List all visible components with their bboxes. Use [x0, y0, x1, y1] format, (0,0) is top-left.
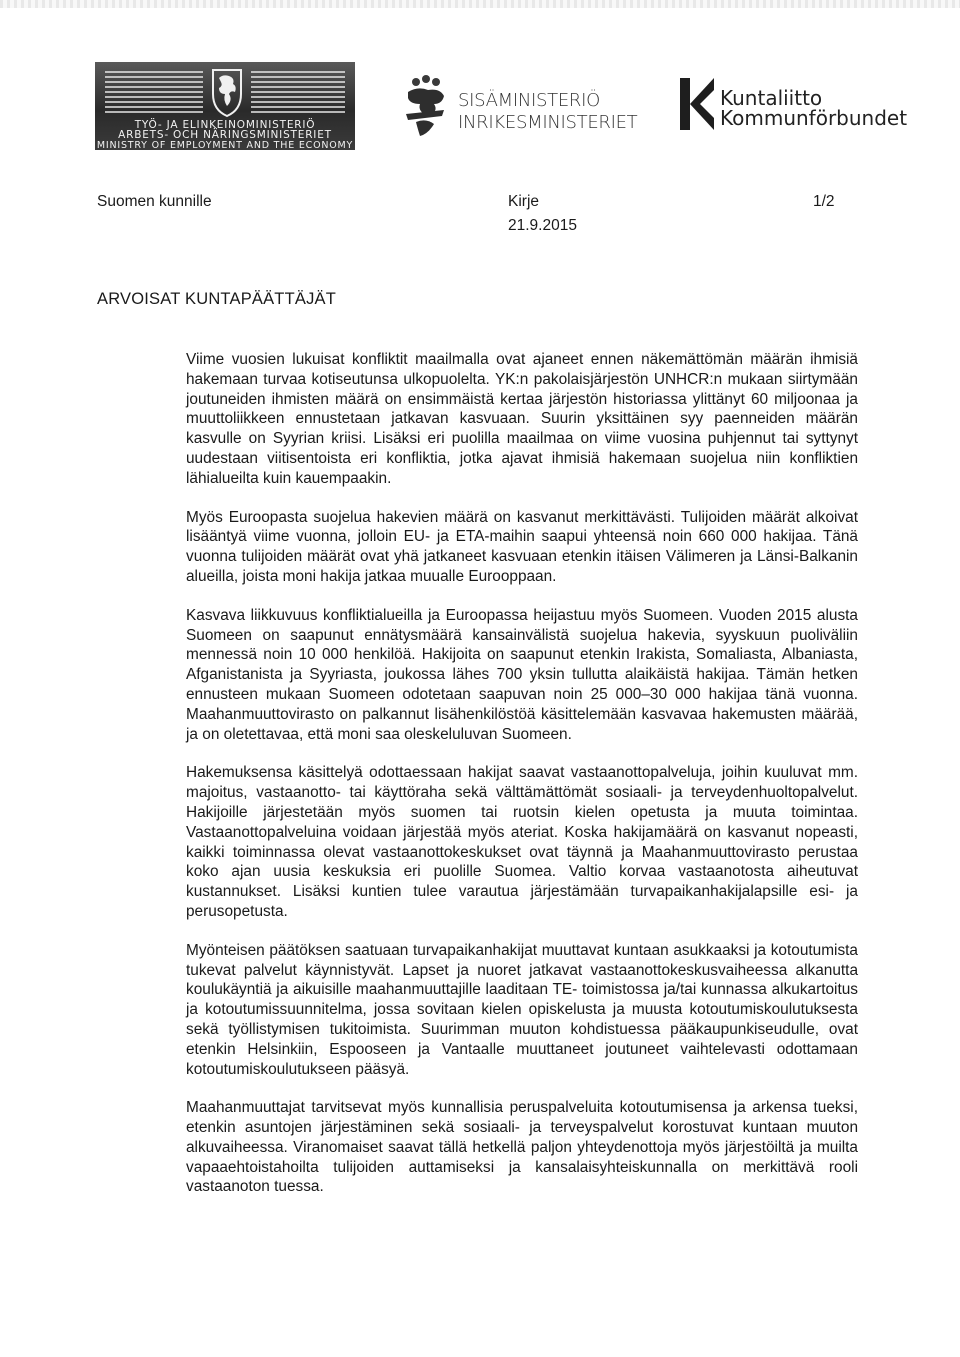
kuntaliitto-logo [676, 76, 936, 136]
recipient: Suomen kunnille [97, 193, 212, 210]
salutation: ARVOISAT KUNTAPÄÄTTÄJÄT [97, 290, 337, 308]
sisaministerio-logo [398, 74, 648, 144]
scan-edge [0, 0, 960, 8]
tem-logo [95, 62, 355, 150]
letter-body [186, 350, 858, 1216]
paragraph: Viime vuosien lukuisat konfliktit maailmalla ovat ajaneet ennen näkemättömän määrän ihmisiä hakemaan turvaa kotiseutunsa ulkopuolelta. YK:n pakolaisjärjestön UNHCR:n mukaan siirtymään joutuneiden ihmisten määrä on ensimmäistä kertaa järjestön historiassa ylittänyt 60 miljoonaa ja muuttoliikkeen ennustetaan jatkavan kasvuaan. Suurin yksittäinen syy paenneiden määrän kasvulle on Syyrian kriisi. Lisäksi eri puolilla maailmaa on viime vuosina puhjennut tai syttynyt uudestaan viitisentoista eri konfliktia, jotka ajavat ihmisiä hakemaan suojelua niin konfliktien lähialueilta kuin kauempaakin. [186, 351, 858, 487]
sm-name-fi: SISÄMINISTERIÖ [458, 90, 600, 111]
sm-name-sv: INRIKESMINISTERIET [458, 112, 638, 133]
paragraph: Myönteisen päätöksen saatuaan turvapaikanhakijat muuttavat kuntaan asukkaaksi ja kotoutumista tukevat palvelut käynnistyvät. Lapset ja nuoret jatkavat vastaanottokeskusvaiheessa alkanutta koulukäyntiä ja aikuisille maahanmuuttajille laaditaan TE- toimistossa ja/tai kunnassa alkukartoitus ja kotoutumissuunnitelma, jossa sovitaan kielen opiskelusta ja muusta kotoutumiskoulutuksesta sekä työllistymisen tukitoimista. Suurimman muuton kohdistuessa pääkaupunkiseudulle, ovat etenkin Helsinkiin, Espooseen ja Vantaalle muuttaneet joutuneet vaihtelevasti odottamaan kotoutumiskoulutukseen pääsyä. [186, 941, 858, 1078]
lion-emblem-icon [207, 64, 247, 118]
kuntaliitto-name-sv: Kommunförbundet [720, 106, 908, 130]
page-number: 1/2 [813, 193, 835, 210]
document-date: 21.9.2015 [508, 217, 577, 234]
paragraph: Kasvava liikkuvuus konfliktialueilla ja Euroopassa heijastuu myös Suomeen. Vuoden 2015 alusta Suomeen on saapunut ennätysmäärä kansainvälistä suojelua hakevia, syyskuun puoliväliin mennessä noin 10 000 henkilöä. Hakijoita on saapunut etenkin Irakista, Somaliasta, Albaniasta, Afganistanista ja Syyriasta, joukossa lähes 700 yksin tullutta alaikäistä hakijaa. Tämän hetken ennusteen mukaan Suomeen odotetaan saapuvan noin 25 000–30 000 hakijaa tänä vuonna. Maahanmuuttovirasto on palkannut lisähenkilöstöä käsittelemään kasvavaa hakemusten määrää, ja on oletettavaa, että moni saa oleskeluluvan Suomeen. [186, 606, 858, 743]
document-type: Kirje [508, 193, 540, 210]
paragraph: Hakemuksensa käsittelyä odottaessaan hakijat saavat vastaanottopalveluja, joihin kuuluvat mm. majoitus, vastaanotto- tai käyttöraha sekä välttämättömät sosiaali- ja terveydenhuoltopalvelut. Hakijoille järjestetään myös suomen tai ruotsin kielen opetusta ja muuta toimintaa. Vastaanottopalveluina voidaan järjestää myös ateriat. Koska hakijamäärä on kasvanut nopeasti, kaikki toiminnassa olevat vastaanottokeskukset ovat täynnä ja Maahanmuuttovirasto perustaa koko ajan uusia keskuksia eri puolille Suomea. Valtio korvaa vastaanotosta aiheutuvat kustannukset. Lisäksi kuntien tulee varautua järjestämään turvapaikanhakijalapsille esi- ja perusopetusta. [186, 764, 858, 920]
lion-crest-icon [398, 74, 454, 140]
paragraph: Myös Euroopasta suojelua hakevien määrä on kasvanut merkittävästi. Tulijoiden määrät alkoivat lisääntyä viime vuonna, jolloin EU- ja ETA-maihin saapui yhteensä noin 660 000 hakijaa. Tänä vuonna tulijoiden määrät ovat yhä jatkaneet kasvuaan etenkin itäisen Välimeren ja Länsi-Balkanin alueilla, joista moni hakija jatkaa muualle Eurooppaan. [186, 508, 858, 585]
tem-name-sv: ARBETS- OCH NÄRINGSMINISTERIET [118, 129, 332, 141]
kuntaliitto-name-fi: Kuntaliitto [720, 86, 823, 110]
paragraph: Maahanmuuttajat tarvitsevat myös kunnallisia peruspalveluita kotoutumisensa ja arkensa tueksi, etenkin asuntojen järjestäminen sekä sosiaali- ja terveyspalvelut korostuvat kuntaan muuton alkuvaiheessa. Viranomaiset saavat tällä hetkellä paljon yhteydenottoja myös järjestöiltä ja muilta vapaaehtoistahoilta tulijoiden auttamiseksi ja kansalaisyhteiskunnalla on merkittävä rooli vastaanoton tuessa. [186, 1099, 858, 1196]
tem-name-en: MINISTRY OF EMPLOYMENT AND THE ECONOMY [96, 140, 354, 150]
kuntaliitto-mark-icon [676, 76, 716, 132]
tem-name-fi: TYÖ- JA ELINKEINOMINISTERIÖ [134, 119, 316, 131]
